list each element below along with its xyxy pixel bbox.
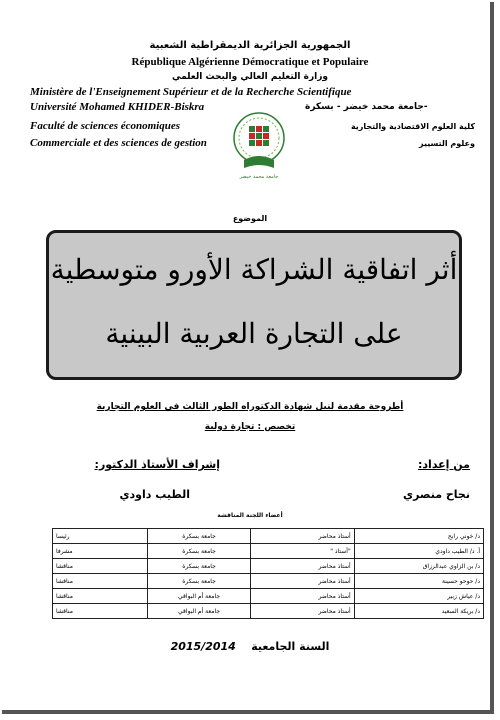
academic-year-value: 2015/2014 xyxy=(170,640,236,653)
member-name: د/ خوني رابح xyxy=(354,529,483,544)
member-university: جامعة بسكرة xyxy=(147,559,250,574)
member-rank: أستاذ محاضر xyxy=(251,529,354,544)
member-rank: أستاذ محاضر xyxy=(251,604,354,619)
table-row xyxy=(53,559,484,574)
member-name: د/ عياش زبير xyxy=(354,589,483,604)
prepared-by-label: من إعداد: xyxy=(418,458,470,471)
subject-label: الموضوع xyxy=(232,214,268,223)
supervisor-label: إشراف الأستاذ الدكتور: xyxy=(94,458,220,471)
university-arabic: جامعة محمد خيضر - بسكرة- xyxy=(305,102,428,112)
university-logo xyxy=(232,108,286,184)
supervisor-name: الطيب داودي xyxy=(119,488,190,501)
committee-title: أعضاء اللجنة المناقشة xyxy=(217,512,283,519)
member-role: مناقشا xyxy=(53,589,148,604)
table-row xyxy=(53,544,484,559)
member-rank: أستاذ محاضر xyxy=(251,589,354,604)
member-role: مناقشا xyxy=(53,604,148,619)
member-name: د/ بريكة السعيد xyxy=(354,604,483,619)
faculty-french-2: Commerciale et des sciences de gestion xyxy=(30,137,207,149)
member-university: جامعة بسكرة xyxy=(147,529,250,544)
academic-year xyxy=(150,640,350,653)
thesis-title-box xyxy=(46,230,462,380)
member-name: أ. د/ الطيب داودي xyxy=(354,544,483,559)
table-row xyxy=(53,604,484,619)
thesis-specialty: تخصص : تجارة دولية xyxy=(204,422,296,432)
faculty-arabic-1: كلية العلوم الاقتصادية والتجارية xyxy=(350,122,475,131)
member-role: رئيسا xyxy=(53,529,148,544)
thesis-title-line-1: أثر اتفاقية الشراكة الأورو متوسطية xyxy=(50,253,458,286)
logo-caption: جامعة محمد خيضر xyxy=(239,174,279,180)
member-name: د/ حوحو حسينة xyxy=(354,574,483,589)
republic-arabic: الجمهورية الجزائرية الديمقراطية الشعبية xyxy=(149,40,351,51)
member-rank: أستاذ محاضر xyxy=(251,574,354,589)
member-name: د/ بن الزاوي عبدالرزاق xyxy=(354,559,483,574)
ministry-french: Ministère de l'Enseignement Supérieur et de la Recherche Scientifique xyxy=(30,86,352,98)
faculty-french-1: Faculté de sciences économiques xyxy=(30,120,181,132)
member-university: جامعة أم البواقي xyxy=(147,589,250,604)
table-row xyxy=(53,589,484,604)
member-role: مشرفا xyxy=(53,544,148,559)
member-role: مناقشا xyxy=(53,559,148,574)
university-french: Université Mohamed KHIDER-Biskra xyxy=(30,101,205,113)
member-rank: أستاذ محاضر xyxy=(251,559,354,574)
academic-year-label: السنة الجامعية xyxy=(251,640,330,653)
faculty-arabic-2: وعلوم التسيير xyxy=(418,139,475,148)
student-name: نجاح منصري xyxy=(402,488,470,501)
member-role: مناقشا xyxy=(53,574,148,589)
member-rank: "أستاذ " xyxy=(251,544,354,559)
thesis-title-line-2: على التجارة العربية البينية xyxy=(105,317,403,350)
member-university: جامعة بسكرة xyxy=(147,544,250,559)
table-row xyxy=(53,574,484,589)
ministry-arabic: وزارة التعليم العالي والبحث العلمي xyxy=(171,72,329,82)
table-row xyxy=(53,529,484,544)
thesis-description: أطروحة مقدمة لنيل شهادة الدكتوراه الطور الثالث في العلوم التجارية xyxy=(96,402,404,412)
committee-table xyxy=(52,528,484,619)
member-university: جامعة بسكرة xyxy=(147,574,250,589)
republic-french: République Algérienne Démocratique et Populaire xyxy=(131,56,369,68)
member-university: جامعة أم البواقي xyxy=(147,604,250,619)
